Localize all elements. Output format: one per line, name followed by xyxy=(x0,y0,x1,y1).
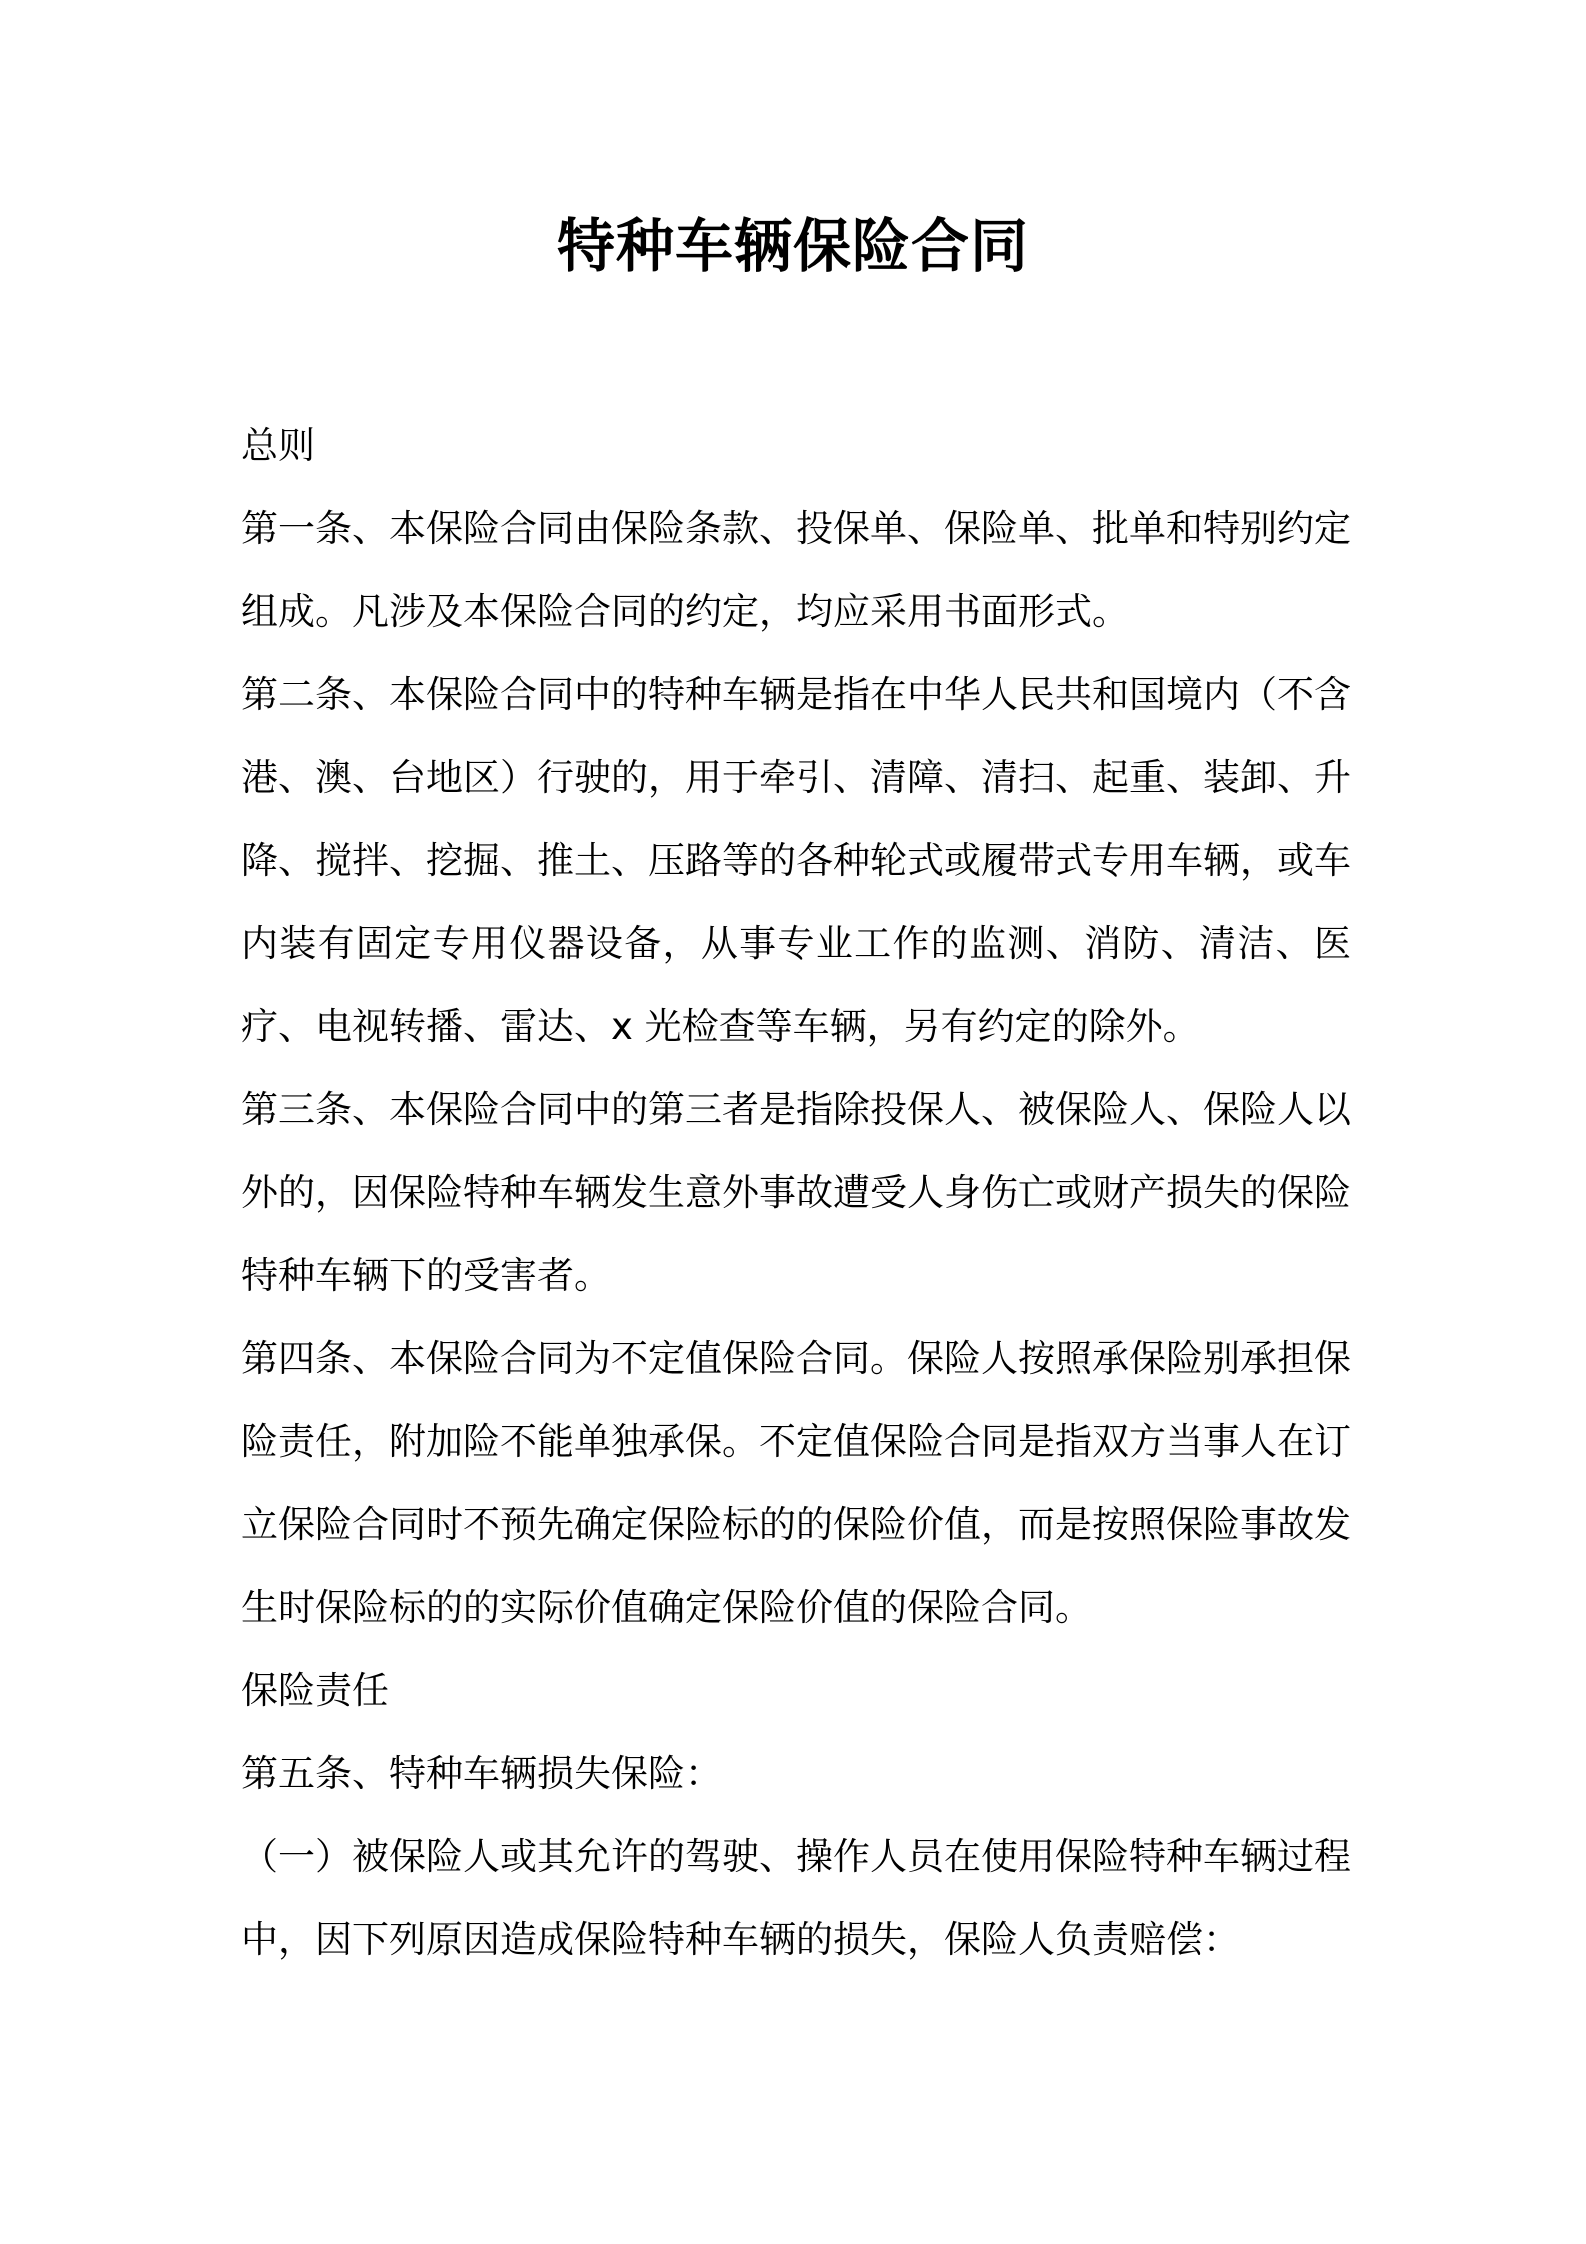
document-title: 特种车辆保险合同 xyxy=(556,212,1029,280)
article-2: 第二条、本保险合同中的特种车辆是指在中华人民共和国境内（不含港、澳、台地区）行驶的，用于牵引、清障、清扫、起重、装卸、升降、搅拌、挖掘、推土、压路等的各种轮式或履带式专用车辆，或车内装有固定专用仪器设备，从事专业工作的监测、消防、清洁、医疗、电视转播、雷达、x 光检查等车辆，另有约定的除外。 xyxy=(241,673,1351,1048)
section-heading-liability: 保险责任 xyxy=(241,1669,389,1712)
article-4: 第四条、本保险合同为不定值保险合同。保险人按照承保险别承担保险责任，附加险不能单独承保。不定值保险合同是指双方当事人在订立保险合同时不预先确定保险标的的保险价值，而是按照保险事故发生时保险标的的实际价值确定保险价值的保险合同。 xyxy=(241,1337,1351,1629)
document-body xyxy=(241,404,1351,1981)
article-5-item-1: （一）被保险人或其允许的驾驶、操作人员在使用保险特种车辆过程中，因下列原因造成保险特种车辆的损失，保险人负责赔偿： xyxy=(241,1835,1351,1961)
article-1: 第一条、本保险合同由保险条款、投保单、保险单、批单和特别约定组成。凡涉及本保险合同的约定，均应采用书面形式。 xyxy=(241,507,1351,633)
article-5: 第五条、特种车辆损失保险： xyxy=(241,1752,722,1795)
article-3: 第三条、本保险合同中的第三者是指除投保人、被保险人、保险人以外的，因保险特种车辆发生意外事故遭受人身伤亡或财产损失的保险特种车辆下的受害者。 xyxy=(241,1088,1351,1297)
section-heading-general: 总则 xyxy=(241,424,315,467)
